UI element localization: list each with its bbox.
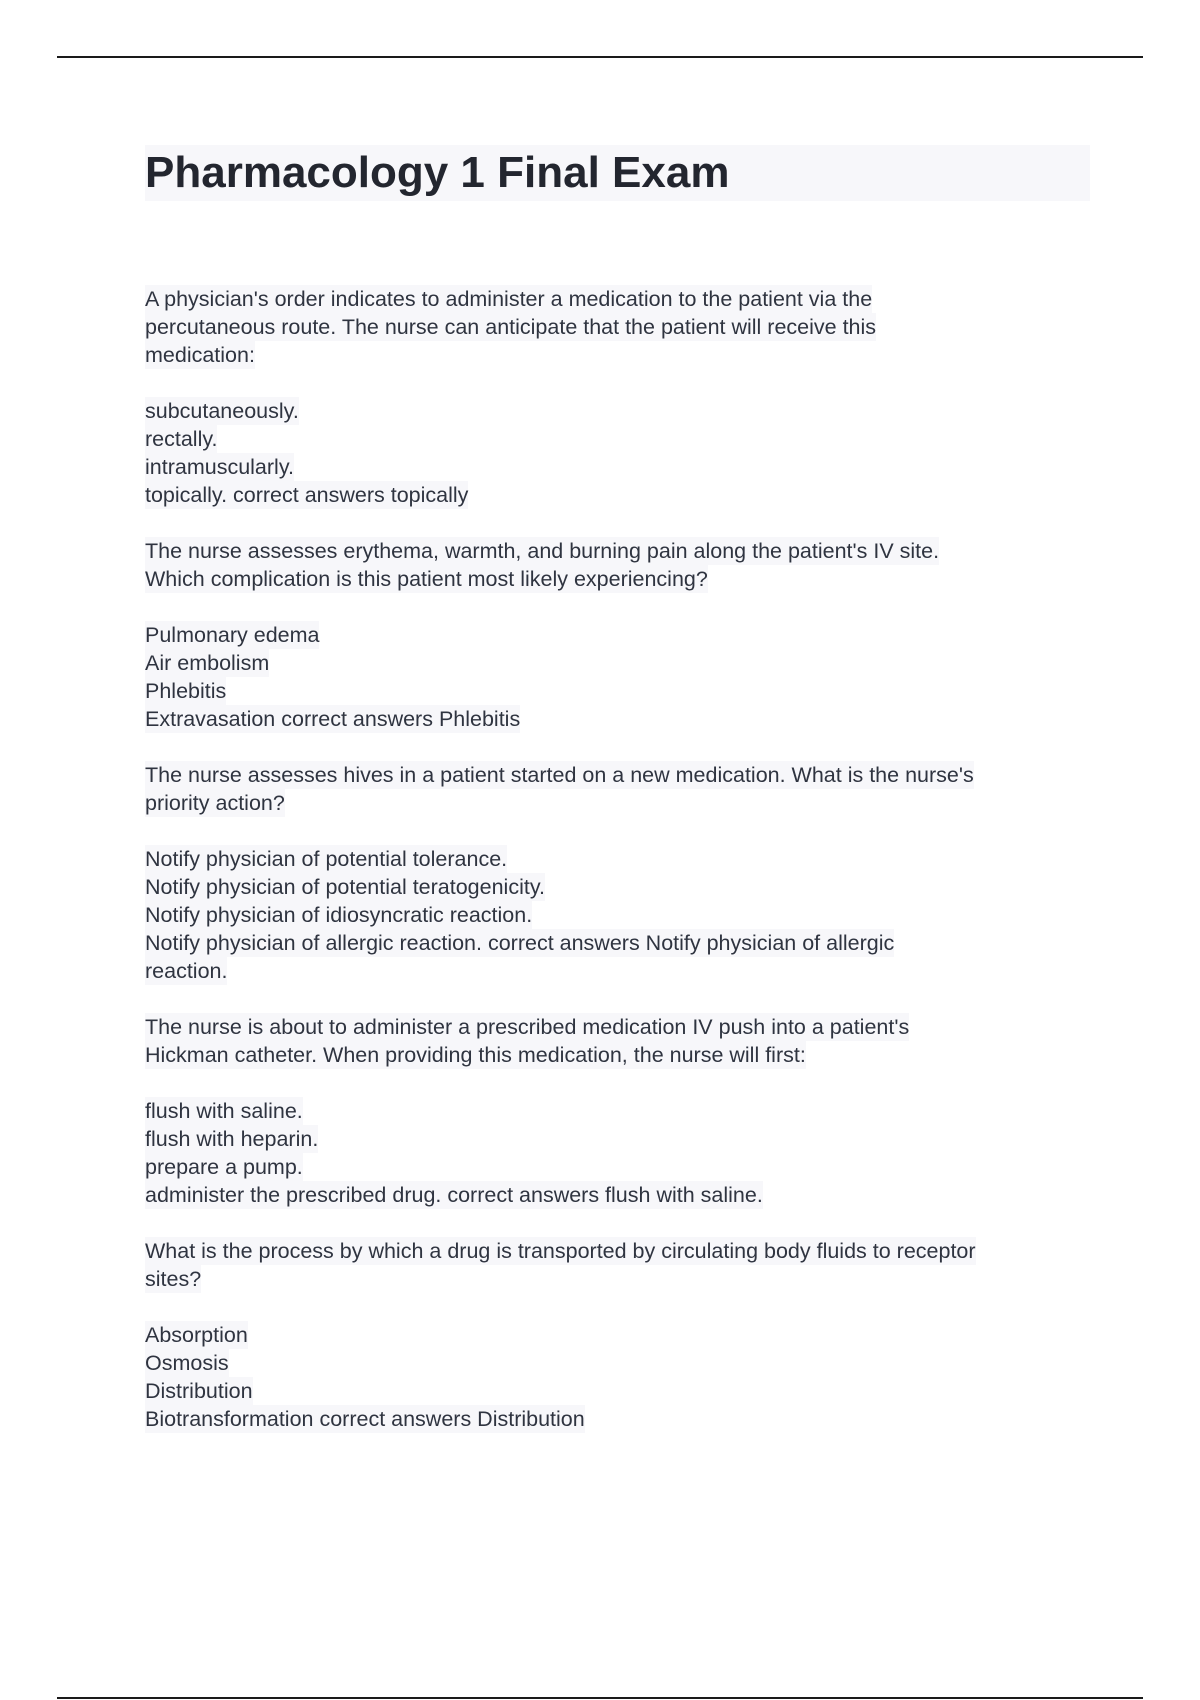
- answer-options: [145, 397, 1090, 509]
- question-5: [145, 1237, 1090, 1433]
- option-line: flush with saline.: [145, 1099, 303, 1123]
- option-line: Notify physician of potential tolerance.: [145, 847, 508, 871]
- question-prompt: [145, 285, 1090, 369]
- option-line: Absorption: [145, 1323, 248, 1347]
- question-prompt: [145, 761, 1090, 817]
- prompt-line: What is the process by which a drug is transported by circulating body fluids to receptor: [145, 1239, 976, 1263]
- option-line: Air embolism: [145, 651, 270, 675]
- answer-options: [145, 1321, 1090, 1433]
- document-body: [145, 145, 1090, 1461]
- question-list: [145, 285, 1090, 1433]
- answer-options: [145, 621, 1090, 733]
- prompt-line: The nurse assesses erythema, warmth, and burning pain along the patient's IV site.: [145, 539, 940, 563]
- option-line-with-answer: Extravasation correct answers Phlebitis: [145, 707, 521, 731]
- option-line: flush with heparin.: [145, 1127, 319, 1151]
- prompt-line: Which complication is this patient most likely experiencing?: [145, 567, 708, 591]
- option-line: Notify physician of potential teratogenicity.: [145, 875, 545, 899]
- question-3: [145, 761, 1090, 985]
- option-line: subcutaneously.: [145, 399, 299, 423]
- option-line-with-answer: topically. correct answers topically: [145, 483, 469, 507]
- option-line-with-answer: Notify physician of allergic reaction. correct answers Notify physician of allergic: [145, 931, 895, 955]
- prompt-line: sites?: [145, 1267, 202, 1291]
- top-rule: [57, 56, 1143, 58]
- prompt-line: priority action?: [145, 791, 285, 815]
- answer-options: [145, 845, 1090, 985]
- option-line: prepare a pump.: [145, 1155, 303, 1179]
- option-line: Osmosis: [145, 1351, 229, 1375]
- page-title: Pharmacology 1 Final Exam: [145, 145, 1090, 201]
- question-prompt: [145, 1013, 1090, 1069]
- prompt-line: Hickman catheter. When providing this medication, the nurse will first:: [145, 1043, 806, 1067]
- prompt-line: A physician's order indicates to administer a medication to the patient via the: [145, 287, 873, 311]
- question-4: [145, 1013, 1090, 1209]
- option-line-with-answer: reaction.: [145, 959, 228, 983]
- option-line: intramuscularly.: [145, 455, 294, 479]
- answer-options: [145, 1097, 1090, 1209]
- option-line-with-answer: administer the prescribed drug. correct answers flush with saline.: [145, 1183, 763, 1207]
- option-line: Phlebitis: [145, 679, 227, 703]
- question-1: [145, 285, 1090, 509]
- bottom-rule: [57, 1697, 1143, 1699]
- option-line-with-answer: Biotransformation correct answers Distribution: [145, 1407, 585, 1431]
- option-line: Notify physician of idiosyncratic reaction.: [145, 903, 533, 927]
- prompt-line: medication:: [145, 343, 255, 367]
- question-prompt: [145, 1237, 1090, 1293]
- option-line: Distribution: [145, 1379, 253, 1403]
- question-prompt: [145, 537, 1090, 593]
- option-line: Pulmonary edema: [145, 623, 320, 647]
- question-2: [145, 537, 1090, 733]
- prompt-line: The nurse is about to administer a prescribed medication IV push into a patient's: [145, 1015, 910, 1039]
- option-line: rectally.: [145, 427, 218, 451]
- prompt-line: percutaneous route. The nurse can anticipate that the patient will receive this: [145, 315, 877, 339]
- prompt-line: The nurse assesses hives in a patient started on a new medication. What is the nurse's: [145, 763, 974, 787]
